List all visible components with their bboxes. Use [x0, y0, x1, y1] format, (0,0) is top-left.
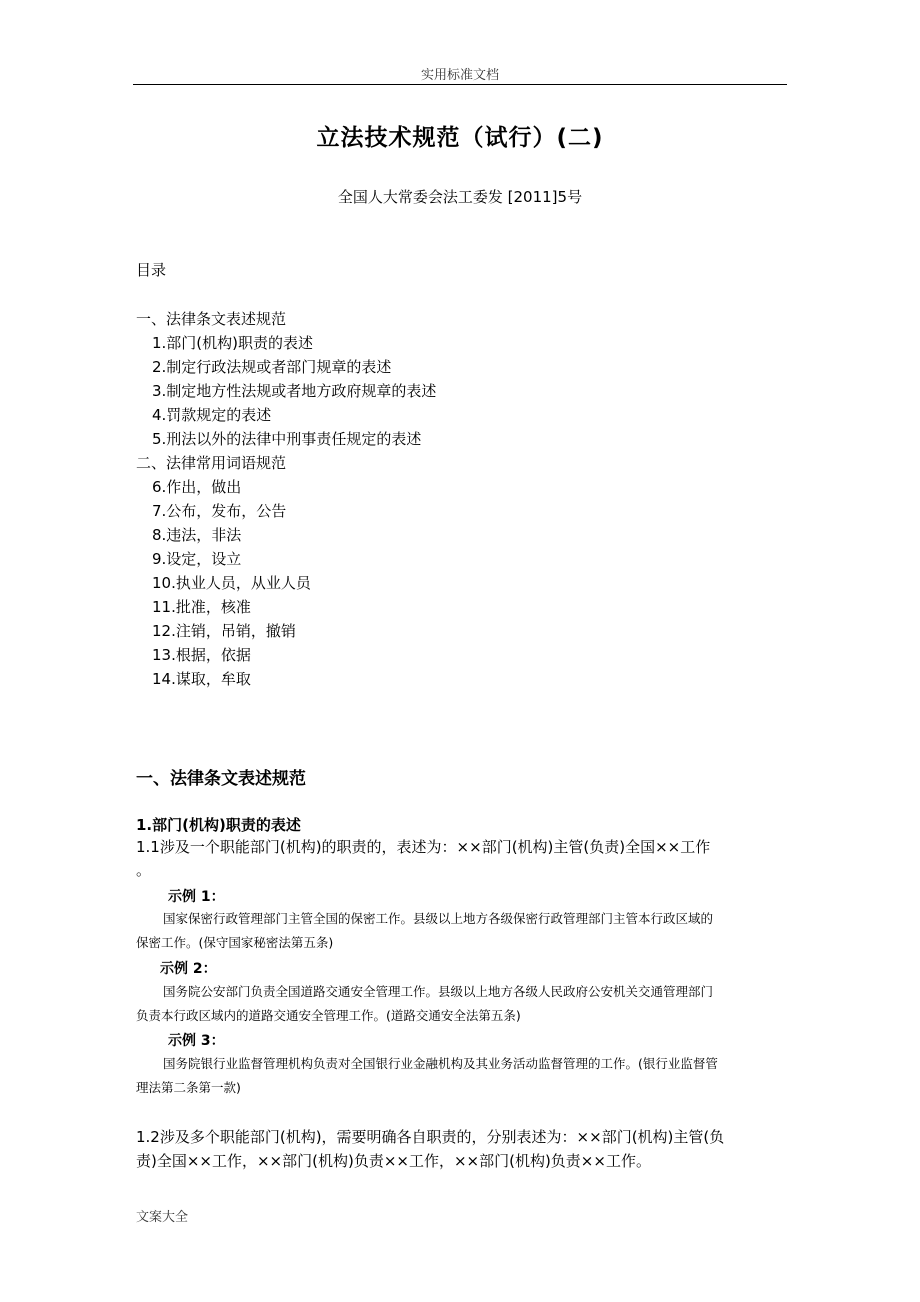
toc-item: 2.制定行政法规或者部门规章的表述: [152, 358, 392, 376]
subsection-heading: 1.部门(机构)职责的表述: [136, 816, 301, 834]
paragraph-line: 。: [136, 861, 152, 879]
toc-item: 7.公布，发布，公告: [152, 502, 287, 520]
toc-item: 14.谋取，牟取: [152, 670, 251, 688]
example-label: 示例 2：: [160, 961, 217, 977]
example-label: 示例 3：: [168, 1033, 225, 1049]
toc-section-item: 二、法律常用词语规范: [136, 454, 287, 472]
document-title: 立法技术规范（试行）(二): [316, 125, 604, 151]
toc-item: 12.注销，吊销，撤销: [152, 622, 296, 640]
toc-item: 4.罚款规定的表述: [152, 406, 272, 424]
example-label: 示例 1：: [168, 889, 225, 905]
document-subtitle: 全国人大常委会法工委发 [2011]5号: [337, 188, 583, 206]
example-text-line: 保密工作。(保守国家秘密法第五条): [136, 935, 334, 950]
example-text-line: 理法第二条第一款): [136, 1080, 241, 1095]
toc-item: 1.部门(机构)职责的表述: [152, 334, 314, 352]
paragraph-line: 1.1涉及一个职能部门(机构)的职责的，表述为：××部门(机构)主管(负责)全国××工作: [136, 838, 711, 856]
toc-item: 13.根据，依据: [152, 646, 251, 664]
example-text-line: 负责本行政区域内的道路交通安全管理工作。(道路交通安全法第五条): [136, 1008, 521, 1023]
page-header: 实用标准文档: [420, 68, 499, 83]
toc-item: 9.设定，设立: [152, 550, 242, 568]
toc-item: 10.执业人员，从业人员: [152, 574, 311, 592]
example-text-line: 国务院银行业监督管理机构负责对全国银行业金融机构及其业务活动监督管理的工作。(银行业监督管: [163, 1056, 718, 1071]
toc-item: 3.制定地方性法规或者地方政府规章的表述: [152, 382, 437, 400]
example-text-line: 国家保密行政管理部门主管全国的保密工作。县级以上地方各级保密行政管理部门主管本行政区域的: [163, 911, 714, 926]
page-footer: 文案大全: [136, 1210, 189, 1225]
section-heading: 一、法律条文表述规范: [136, 769, 306, 789]
toc-section-item: 一、法律条文表述规范: [136, 310, 287, 328]
toc-heading: 目录: [136, 261, 167, 279]
toc-item: 5.刑法以外的法律中刑事责任规定的表述: [152, 430, 422, 448]
header-divider: [133, 84, 787, 85]
toc-item: 11.批准，核准: [152, 598, 251, 616]
paragraph-line: 责)全国××工作，××部门(机构)负责××工作，××部门(机构)负责××工作。: [136, 1152, 651, 1170]
example-text-line: 国务院公安部门负责全国道路交通安全管理工作。县级以上地方各级人民政府公安机关交通管理部门: [163, 984, 714, 999]
toc-item: 6.作出，做出: [152, 478, 242, 496]
paragraph-line: 1.2涉及多个职能部门(机构)，需要明确各自职责的，分别表述为：××部门(机构)主管(负: [136, 1128, 725, 1146]
toc-item: 8.违法，非法: [152, 526, 242, 544]
